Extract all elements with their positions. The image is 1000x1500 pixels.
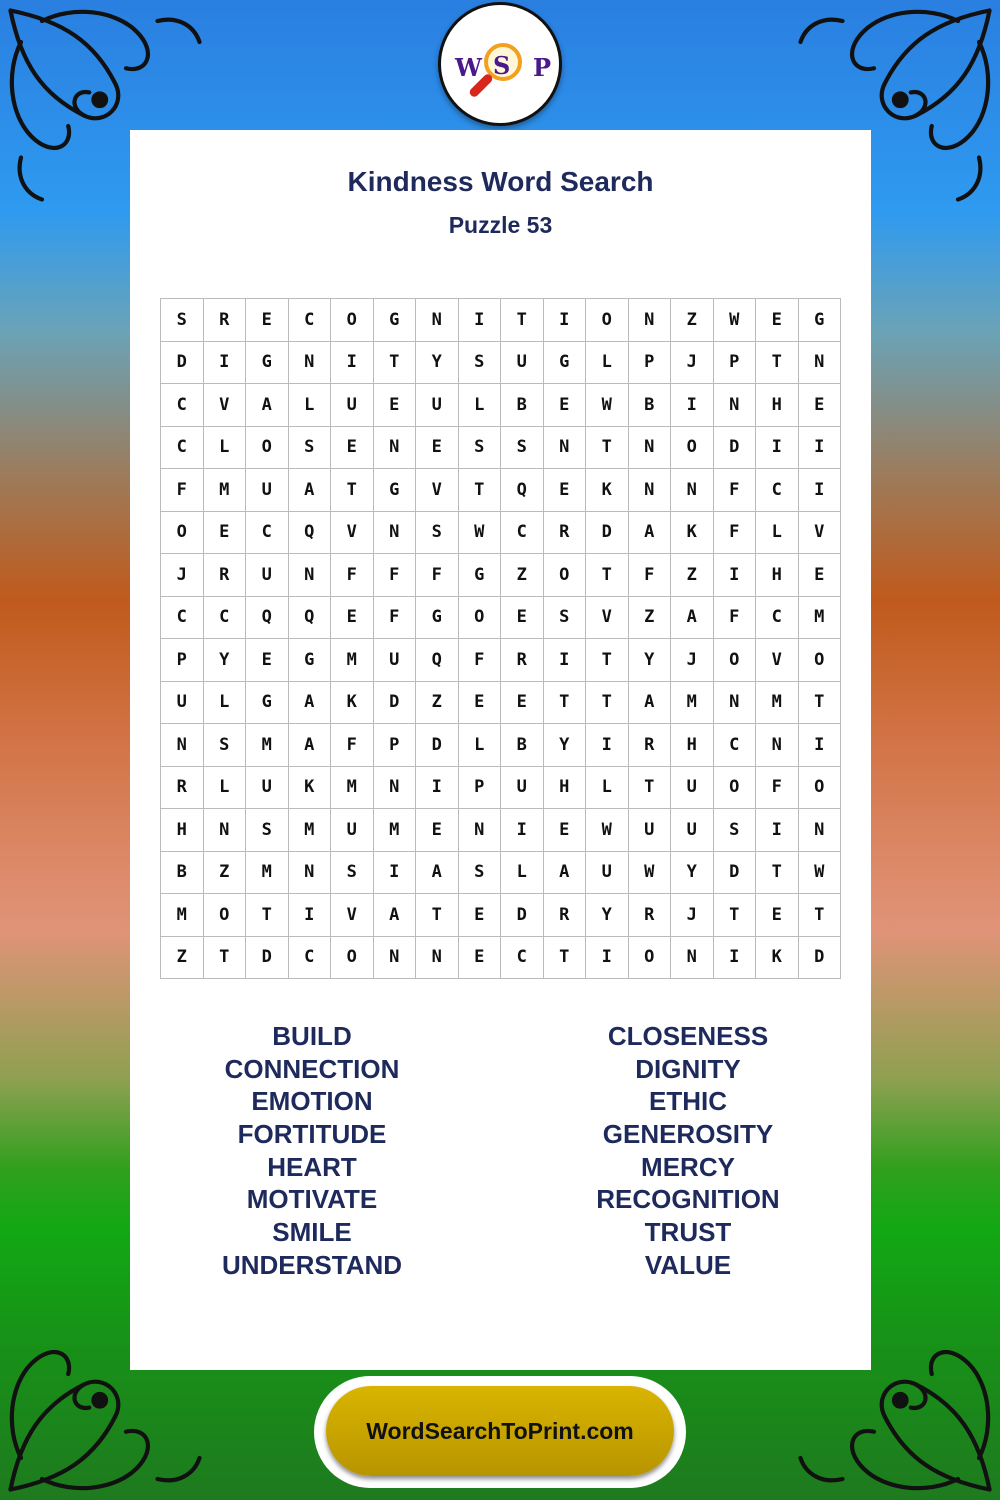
letter-grid (160, 298, 841, 979)
grid-cell[interactable]: P (714, 342, 757, 385)
grid-cell[interactable]: U (416, 384, 459, 427)
grid-cell[interactable]: E (459, 894, 502, 937)
grid-cell[interactable]: J (671, 894, 714, 937)
grid-cell[interactable]: V (204, 384, 247, 427)
grid-cell[interactable]: D (714, 427, 757, 470)
grid-cell[interactable]: P (374, 724, 417, 767)
grid-cell[interactable]: I (289, 894, 332, 937)
grid-cell[interactable]: A (289, 682, 332, 725)
grid-cell[interactable]: Z (204, 852, 247, 895)
grid-cell[interactable]: F (331, 554, 374, 597)
grid-cell[interactable]: M (289, 809, 332, 852)
grid-cell[interactable]: F (374, 597, 417, 640)
grid-cell[interactable]: K (289, 767, 332, 810)
grid-cell[interactable]: O (671, 427, 714, 470)
grid-cell[interactable]: D (586, 512, 629, 555)
grid-cell[interactable]: M (756, 682, 799, 725)
grid-cell[interactable]: G (246, 342, 289, 385)
word-list-item: FORTITUDE (237, 1119, 387, 1150)
grid-cell[interactable]: Z (416, 682, 459, 725)
grid-cell[interactable]: K (586, 469, 629, 512)
grid-cell[interactable]: A (246, 384, 289, 427)
grid-cell[interactable]: E (246, 639, 289, 682)
grid-cell[interactable]: I (756, 809, 799, 852)
grid-cell[interactable]: E (246, 299, 289, 342)
grid-cell[interactable]: O (799, 639, 842, 682)
grid-cell[interactable]: N (289, 554, 332, 597)
grid-cell[interactable]: U (586, 852, 629, 895)
grid-cell[interactable]: Y (586, 894, 629, 937)
grid-cell[interactable]: N (416, 937, 459, 980)
grid-cell[interactable]: I (586, 724, 629, 767)
grid-cell[interactable]: E (544, 809, 587, 852)
grid-cell[interactable]: A (671, 597, 714, 640)
grid-cell[interactable]: F (416, 554, 459, 597)
grid-cell[interactable]: D (799, 937, 842, 980)
grid-cell[interactable]: F (714, 512, 757, 555)
grid-cell[interactable]: T (714, 894, 757, 937)
word-list-item: MOTIVATE (246, 1184, 378, 1215)
grid-cell[interactable]: E (204, 512, 247, 555)
grid-cell[interactable]: U (246, 554, 289, 597)
grid-cell[interactable]: N (374, 937, 417, 980)
grid-cell[interactable]: S (289, 427, 332, 470)
grid-cell[interactable]: W (586, 809, 629, 852)
grid-cell[interactable]: Z (161, 937, 204, 980)
word-list-item: HEART (267, 1151, 357, 1182)
grid-cell[interactable]: U (246, 469, 289, 512)
grid-cell[interactable]: G (799, 299, 842, 342)
word-list-item: VALUE (644, 1249, 732, 1280)
page-title: Kindness Word Search (347, 166, 654, 197)
grid-cell[interactable]: R (544, 512, 587, 555)
grid-cell[interactable]: I (671, 384, 714, 427)
grid-cell[interactable]: R (629, 894, 672, 937)
grid-cell[interactable]: M (246, 852, 289, 895)
grid-cell[interactable]: T (501, 299, 544, 342)
grid-cell[interactable]: P (459, 767, 502, 810)
grid-cell[interactable]: R (204, 554, 247, 597)
grid-cell[interactable]: T (799, 894, 842, 937)
grid-cell[interactable]: R (161, 767, 204, 810)
grid-cell[interactable]: A (374, 894, 417, 937)
grid-cell[interactable]: Y (416, 342, 459, 385)
grid-cell[interactable]: Y (204, 639, 247, 682)
grid-cell[interactable]: D (501, 894, 544, 937)
grid-cell[interactable]: G (374, 469, 417, 512)
grid-cell[interactable]: L (586, 767, 629, 810)
grid-cell[interactable]: I (331, 342, 374, 385)
grid-cell[interactable]: L (204, 767, 247, 810)
grid-cell[interactable]: C (204, 597, 247, 640)
grid-cell[interactable]: E (799, 554, 842, 597)
grid-cell[interactable]: I (459, 299, 502, 342)
grid-cell[interactable]: U (246, 767, 289, 810)
grid-cell[interactable]: A (416, 852, 459, 895)
grid-cell[interactable]: U (629, 809, 672, 852)
grid-cell[interactable]: U (331, 809, 374, 852)
grid-cell[interactable]: N (374, 512, 417, 555)
grid-cell[interactable]: N (459, 809, 502, 852)
grid-cell[interactable]: C (161, 427, 204, 470)
grid-cell[interactable]: N (671, 469, 714, 512)
grid-cell[interactable]: C (714, 724, 757, 767)
grid-cell[interactable]: S (416, 512, 459, 555)
grid-cell[interactable]: Y (629, 639, 672, 682)
grid-cell[interactable]: N (671, 937, 714, 980)
grid-cell[interactable]: T (586, 427, 629, 470)
grid-cell[interactable]: I (204, 342, 247, 385)
grid-cell[interactable]: N (161, 724, 204, 767)
grid-cell[interactable]: N (799, 342, 842, 385)
grid-cell[interactable]: T (756, 342, 799, 385)
grid-cell[interactable]: B (161, 852, 204, 895)
grid-cell[interactable]: A (629, 512, 672, 555)
grid-cell[interactable]: L (756, 512, 799, 555)
grid-cell[interactable]: U (161, 682, 204, 725)
grid-cell[interactable]: J (161, 554, 204, 597)
grid-cell[interactable]: S (459, 342, 502, 385)
grid-cell[interactable]: F (714, 469, 757, 512)
grid-cell[interactable]: U (501, 342, 544, 385)
grid-cell[interactable]: R (544, 894, 587, 937)
grid-cell[interactable]: M (374, 809, 417, 852)
grid-cell[interactable]: N (714, 682, 757, 725)
grid-cell[interactable]: B (501, 724, 544, 767)
word-list-item: UNDERSTAND (221, 1249, 403, 1280)
grid-cell[interactable]: S (459, 427, 502, 470)
grid-cell[interactable]: W (459, 512, 502, 555)
grid-cell[interactable]: N (629, 299, 672, 342)
grid-cell[interactable]: C (756, 597, 799, 640)
grid-cell[interactable]: E (799, 384, 842, 427)
grid-cell[interactable]: T (416, 894, 459, 937)
grid-cell[interactable]: R (204, 299, 247, 342)
grid-cell[interactable]: L (289, 384, 332, 427)
logo-letter-p: P (533, 53, 552, 82)
grid-cell[interactable]: S (544, 597, 587, 640)
grid-cell[interactable]: W (586, 384, 629, 427)
grid-cell[interactable]: G (289, 639, 332, 682)
grid-cell[interactable]: F (459, 639, 502, 682)
grid-cell[interactable]: N (799, 809, 842, 852)
grid-cell[interactable]: F (756, 767, 799, 810)
grid-cell[interactable]: E (756, 894, 799, 937)
word-list-item: ETHIC (649, 1086, 727, 1117)
grid-cell[interactable]: O (714, 767, 757, 810)
grid-cell[interactable]: G (374, 299, 417, 342)
grid-cell[interactable]: S (459, 852, 502, 895)
grid-cell[interactable]: K (756, 937, 799, 980)
grid-cell[interactable]: M (671, 682, 714, 725)
grid-cell[interactable]: M (161, 894, 204, 937)
grid-cell[interactable]: O (246, 427, 289, 470)
grid-cell[interactable]: E (544, 469, 587, 512)
grid-cell[interactable]: L (501, 852, 544, 895)
grid-cell[interactable]: I (714, 937, 757, 980)
grid-cell[interactable]: E (501, 682, 544, 725)
grid-cell[interactable]: Q (501, 469, 544, 512)
grid-cell[interactable]: E (544, 384, 587, 427)
grid-cell[interactable]: O (544, 554, 587, 597)
word-list-item: MERCY (641, 1151, 735, 1182)
word-list-item: BUILD (272, 1021, 352, 1051)
grid-cell[interactable]: S (714, 809, 757, 852)
grid-cell[interactable]: I (416, 767, 459, 810)
word-list-left (162, 1020, 462, 1282)
grid-cell[interactable]: N (374, 427, 417, 470)
grid-cell[interactable]: T (544, 682, 587, 725)
grid-cell[interactable]: A (629, 682, 672, 725)
grid-cell[interactable]: V (756, 639, 799, 682)
grid-cell[interactable]: V (799, 512, 842, 555)
grid-cell[interactable]: O (331, 299, 374, 342)
grid-cell[interactable]: T (799, 682, 842, 725)
grid-cell[interactable]: M (204, 469, 247, 512)
grid-cell[interactable]: N (374, 767, 417, 810)
grid-cell[interactable]: N (416, 299, 459, 342)
grid-cell[interactable]: I (501, 809, 544, 852)
grid-cell[interactable]: Q (289, 512, 332, 555)
grid-cell[interactable]: M (331, 639, 374, 682)
grid-cell[interactable]: D (416, 724, 459, 767)
grid-cell[interactable]: U (331, 384, 374, 427)
grid-cell[interactable]: O (204, 894, 247, 937)
grid-cell[interactable]: S (204, 724, 247, 767)
logo-letter-w: W (455, 53, 482, 82)
grid-cell[interactable]: T (544, 937, 587, 980)
grid-cell[interactable]: T (204, 937, 247, 980)
grid-cell[interactable]: C (501, 937, 544, 980)
grid-cell[interactable]: V (416, 469, 459, 512)
grid-cell[interactable]: Q (416, 639, 459, 682)
grid-cell[interactable]: A (289, 469, 332, 512)
grid-cell[interactable]: F (374, 554, 417, 597)
grid-cell[interactable]: I (799, 724, 842, 767)
grid-cell[interactable]: L (459, 724, 502, 767)
word-list-item: DIGNITY (635, 1053, 741, 1084)
grid-cell[interactable]: A (544, 852, 587, 895)
grid-cell[interactable]: N (544, 427, 587, 470)
word-list-item: SMILE (272, 1217, 352, 1248)
grid-cell[interactable]: D (374, 682, 417, 725)
grid-cell[interactable]: J (671, 342, 714, 385)
grid-cell[interactable]: S (331, 852, 374, 895)
word-list-right (538, 1020, 838, 1282)
grid-cell[interactable]: T (459, 469, 502, 512)
grid-cell[interactable]: T (756, 852, 799, 895)
grid-cell[interactable]: O (586, 299, 629, 342)
grid-cell[interactable]: E (331, 427, 374, 470)
grid-cell[interactable]: L (459, 384, 502, 427)
grid-cell[interactable]: N (629, 469, 672, 512)
grid-cell[interactable]: Q (289, 597, 332, 640)
grid-cell[interactable]: K (331, 682, 374, 725)
grid-cell[interactable]: I (374, 852, 417, 895)
wsp-logo[interactable] (438, 2, 562, 126)
grid-cell[interactable]: W (629, 852, 672, 895)
grid-cell[interactable]: D (246, 937, 289, 980)
grid-cell[interactable]: O (714, 639, 757, 682)
grid-cell[interactable]: O (459, 597, 502, 640)
grid-cell[interactable]: F (714, 597, 757, 640)
grid-cell[interactable]: F (161, 469, 204, 512)
grid-cell[interactable]: E (501, 597, 544, 640)
word-list-item: GENEROSITY (602, 1119, 774, 1150)
word-list-item: EMOTION (251, 1086, 373, 1117)
grid-cell[interactable]: S (246, 809, 289, 852)
grid-cell[interactable]: B (501, 384, 544, 427)
grid-cell[interactable]: W (799, 852, 842, 895)
grid-cell[interactable]: D (161, 342, 204, 385)
grid-cell[interactable]: Z (671, 554, 714, 597)
grid-cell[interactable]: I (799, 469, 842, 512)
grid-cell[interactable]: G (246, 682, 289, 725)
grid-cell[interactable]: U (671, 809, 714, 852)
word-list-item: CLOSENESS (607, 1021, 769, 1051)
grid-cell[interactable]: L (586, 342, 629, 385)
grid-cell[interactable]: I (756, 427, 799, 470)
grid-cell[interactable]: V (586, 597, 629, 640)
grid-cell[interactable]: N (289, 852, 332, 895)
word-list-item: CONNECTION (224, 1053, 400, 1084)
grid-cell[interactable]: N (714, 384, 757, 427)
grid-cell[interactable]: O (629, 937, 672, 980)
grid-cell[interactable]: C (501, 512, 544, 555)
grid-cell[interactable]: Y (544, 724, 587, 767)
grid-cell[interactable]: T (246, 894, 289, 937)
grid-cell[interactable]: P (629, 342, 672, 385)
grid-cell[interactable]: E (459, 682, 502, 725)
grid-cell[interactable]: G (416, 597, 459, 640)
grid-cell[interactable]: T (586, 554, 629, 597)
grid-cell[interactable]: D (714, 852, 757, 895)
website-link-button[interactable]: WordSearchToPrint.com (326, 1386, 674, 1476)
grid-cell[interactable]: C (161, 597, 204, 640)
grid-cell[interactable]: B (629, 384, 672, 427)
grid-cell[interactable]: N (289, 342, 332, 385)
grid-cell[interactable]: W (714, 299, 757, 342)
grid-cell[interactable]: A (289, 724, 332, 767)
grid-cell[interactable]: I (544, 299, 587, 342)
puzzle-number: Puzzle 53 (448, 212, 553, 238)
grid-cell[interactable]: C (289, 299, 332, 342)
grid-cell[interactable]: H (756, 384, 799, 427)
logo-letter-s: S (493, 51, 511, 80)
grid-cell[interactable]: M (799, 597, 842, 640)
grid-cell[interactable]: T (586, 682, 629, 725)
grid-cell[interactable]: C (289, 937, 332, 980)
grid-cell[interactable]: S (501, 427, 544, 470)
grid-cell[interactable]: N (756, 724, 799, 767)
grid-cell[interactable]: U (671, 767, 714, 810)
grid-cell[interactable]: C (246, 512, 289, 555)
grid-cell[interactable]: E (374, 384, 417, 427)
grid-cell[interactable]: T (629, 767, 672, 810)
grid-cell[interactable]: R (629, 724, 672, 767)
grid-cell[interactable]: U (501, 767, 544, 810)
footer-pill (314, 1376, 686, 1488)
grid-cell[interactable]: O (161, 512, 204, 555)
grid-cell[interactable]: N (629, 427, 672, 470)
grid-cell[interactable]: C (161, 384, 204, 427)
grid-cell[interactable]: J (671, 639, 714, 682)
grid-cell[interactable]: I (714, 554, 757, 597)
grid-cell[interactable]: H (671, 724, 714, 767)
word-list-item: TRUST (644, 1217, 732, 1248)
puzzle-sheet (130, 130, 871, 1370)
grid-cell[interactable]: H (161, 809, 204, 852)
grid-cell[interactable]: Q (246, 597, 289, 640)
grid-cell[interactable]: H (544, 767, 587, 810)
grid-cell[interactable]: M (331, 767, 374, 810)
grid-cell[interactable]: V (331, 512, 374, 555)
grid-cell[interactable]: F (331, 724, 374, 767)
grid-cell[interactable]: T (586, 639, 629, 682)
grid-cell[interactable]: P (161, 639, 204, 682)
grid-cell[interactable]: I (586, 937, 629, 980)
grid-cell[interactable]: F (629, 554, 672, 597)
grid-cell[interactable]: G (544, 342, 587, 385)
grid-cell[interactable]: Y (671, 852, 714, 895)
grid-cell[interactable]: N (204, 809, 247, 852)
grid-cell[interactable]: E (416, 427, 459, 470)
grid-cell[interactable]: R (501, 639, 544, 682)
grid-cell[interactable]: L (204, 682, 247, 725)
grid-cell[interactable]: V (331, 894, 374, 937)
grid-cell[interactable]: E (416, 809, 459, 852)
word-list-item: RECOGNITION (596, 1184, 780, 1215)
grid-cell[interactable]: Z (671, 299, 714, 342)
grid-cell[interactable]: K (671, 512, 714, 555)
grid-cell[interactable]: G (459, 554, 502, 597)
grid-cell[interactable]: T (374, 342, 417, 385)
grid-cell[interactable]: I (544, 639, 587, 682)
grid-cell[interactable]: H (756, 554, 799, 597)
grid-cell[interactable]: M (246, 724, 289, 767)
grid-cell[interactable]: Z (629, 597, 672, 640)
grid-cell[interactable]: E (756, 299, 799, 342)
grid-cell[interactable]: T (331, 469, 374, 512)
grid-cell[interactable]: C (756, 469, 799, 512)
grid-cell[interactable]: E (459, 937, 502, 980)
grid-cell[interactable]: O (799, 767, 842, 810)
grid-cell[interactable]: E (331, 597, 374, 640)
grid-cell[interactable]: S (161, 299, 204, 342)
grid-cell[interactable]: I (799, 427, 842, 470)
grid-cell[interactable]: L (204, 427, 247, 470)
grid-cell[interactable]: U (374, 639, 417, 682)
grid-cell[interactable]: Z (501, 554, 544, 597)
grid-cell[interactable]: O (331, 937, 374, 980)
